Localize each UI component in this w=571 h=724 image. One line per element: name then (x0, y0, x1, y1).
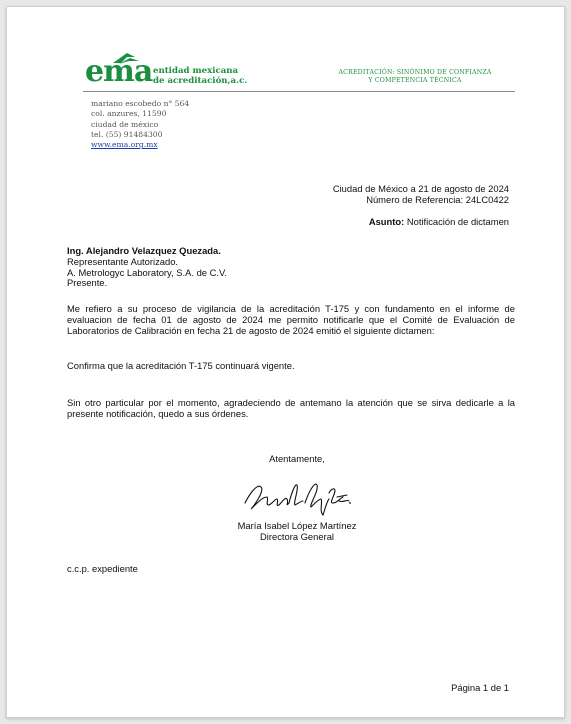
address-line: col. anzures, 11590 (91, 109, 167, 119)
address-line: ciudad de méxico (91, 119, 159, 129)
subject-line (369, 216, 509, 227)
page-number: Página 1 de 1 (451, 682, 509, 693)
recipient-presente: Presente. (67, 277, 108, 289)
org-name-line2: de acreditación,a.c. (153, 76, 248, 86)
handwritten-signature (239, 473, 354, 522)
body-paragraph-1: Me refiero a su proceso de vigilancia de la acreditación T-175 y con fundamento en el informe de evaluacion de fecha 01 de agosto de 2024 me permito notificarle que el Comité de Evaluación de Laboratorios de Calibración en fecha 21 de agosto de 2024 emitió el siguiente dictamen: (67, 303, 515, 337)
body-paragraph-3: Sin otro particular por el momento, agradeciendo de antemano la atención que se sirva dedicarle a la presente notificación, quedo a sus órdenes. (67, 397, 515, 420)
phone-line: tel. (55) 91484300 (91, 129, 163, 139)
place-date: Ciudad de México a 21 de agosto de 2024 (332, 183, 509, 194)
tagline-line1: ACREDITACIÓN: SINÓNIMO DE CONFIANZA (338, 69, 492, 76)
ccp-line: c.c.p. expediente (67, 563, 138, 574)
recipient-title: Representante Autorizado. (67, 255, 179, 267)
addressee-block (67, 246, 227, 289)
letter-meta (333, 183, 509, 205)
header-divider (83, 91, 515, 92)
closing: Atentamente, (269, 453, 325, 464)
signer-block (197, 520, 397, 542)
logo-text: ema (85, 54, 153, 89)
signer-name: María Isabel López Martínez (237, 520, 357, 531)
tagline (317, 69, 513, 85)
tagline-line2: Y COMPETENCIA TÉCNICA (368, 77, 462, 84)
body-paragraph-2: Confirma que la acreditación T-175 continuará vigente. (67, 360, 295, 371)
reference-number: Número de Referencia: 24LC0422 (366, 194, 509, 205)
recipient-name: Ing. Alejandro Velazquez Quezada. (67, 245, 221, 256)
org-name (153, 66, 247, 86)
website-link[interactable]: www.ema.org.mx (91, 140, 158, 150)
org-address (91, 99, 189, 150)
subject-text: Notificación de dictamen (404, 216, 509, 227)
org-name-line1: entidad mexicana (153, 66, 239, 76)
recipient-company: A. Metrologyc Laboratory, S.A. de C.V. (67, 266, 227, 278)
document-page (6, 6, 565, 718)
signer-title: Directora General (260, 531, 334, 542)
address-line: mariano escobedo n° 564 (91, 99, 190, 108)
subject-label: Asunto: (368, 216, 405, 227)
